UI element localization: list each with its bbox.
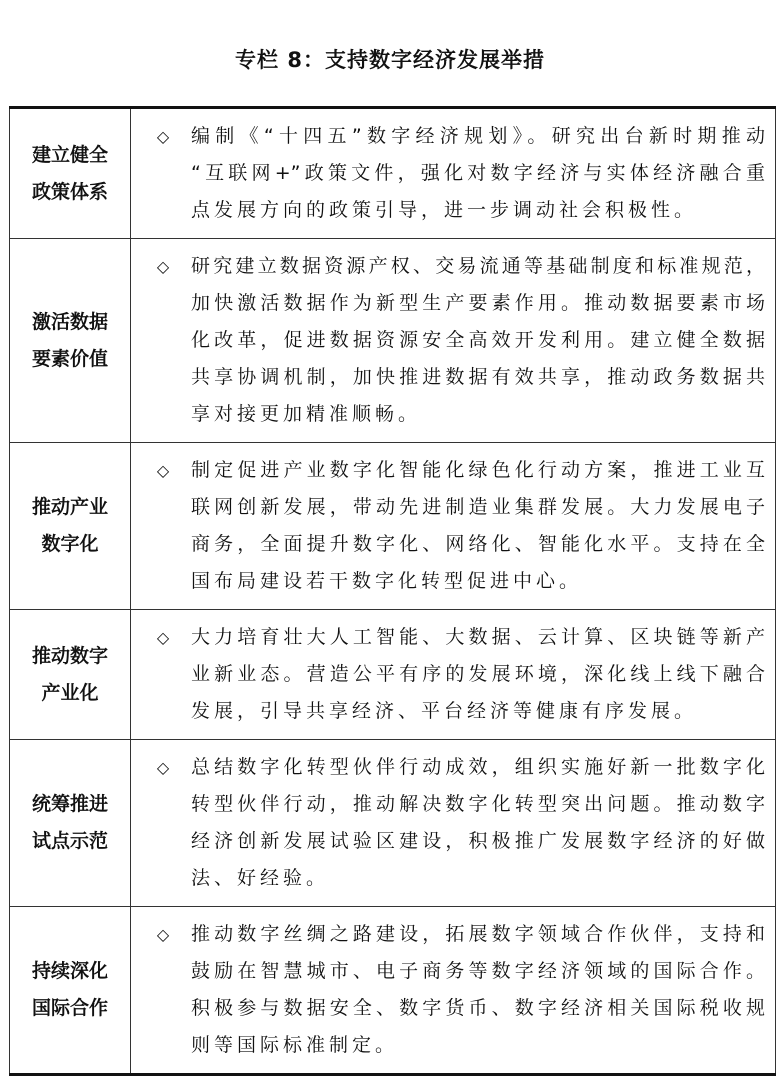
content-line: 点发展方向的政策引导，进一步调动社会积极性。 [191,199,698,221]
row-label [10,239,131,443]
row-content [131,443,776,610]
content-line: 推动数字丝绸之路建设，拓展数字领域合作伙伴，支持和 [191,923,765,945]
content-line: 积极参与数据安全、数字货币、数字经济相关国际税收规 [191,997,765,1019]
row-label-line: 要素价值 [31,347,108,370]
arrow-bullet-icon: ◇ [156,758,170,777]
table-row [10,610,776,740]
content-line: 制定促进产业数字化智能化绿色化行动方案，推进工业互 [191,459,765,481]
content-line: 研究建立数据资源产权、交易流通等基础制度和标准规范， [191,255,765,277]
row-content [131,108,776,239]
row-label-line: 持续深化 [31,960,108,982]
row-content [131,610,776,740]
row-label [10,740,131,907]
content-line: 联网创新发展，带动先进制造业集群发展。大力发展电子 [191,496,765,518]
row-label [10,907,131,1075]
table-row [10,108,776,239]
content-line: 享对接更加精准顺畅。 [191,403,422,425]
row-label-line: 统筹推进 [31,793,108,815]
content-line: 鼓励在智慧城市、电子商务等数字经济领域的国际合作。 [191,960,765,982]
row-label [10,443,131,610]
row-label [10,108,131,239]
content-line: 法、好经验。 [191,867,330,889]
row-label-line: 数字化 [41,533,99,555]
row-label-line: 国际合作 [31,997,108,1019]
arrow-bullet-icon: ◇ [156,461,170,480]
row-label-line: 政策体系 [31,180,108,203]
content-line: 业新业态。营造公平有序的发展环境，深化线上线下融合 [191,663,765,685]
content-line: 加快激活数据作为新型生产要素作用。推动数据要素市场 [191,292,765,314]
row-content [131,239,776,443]
content-line: 商务，全面提升数字化、网络化、智能化水平。支持在全 [191,533,765,555]
measures-table [9,106,776,1076]
arrow-bullet-icon: ◇ [156,257,170,276]
box-title: 专栏 8：支持数字经济发展举措 [235,48,545,72]
row-label-line: 建立健全 [31,143,108,166]
content-line: 则等国际标准制定。 [191,1034,399,1056]
row-label-line: 推动产业 [31,496,108,518]
row-label-line: 产业化 [41,681,99,704]
table-row [10,239,776,443]
table-row [10,907,776,1075]
content-line: 经济创新发展试验区建设，积极推广发展数字经济的好做 [191,830,765,852]
content-line: 国布局建设若干数字化转型促进中心。 [191,570,583,592]
row-content [131,740,776,907]
content-line: 转型伙伴行动，推动解决数字化转型突出问题。推动数字 [191,793,765,815]
row-label-line: 激活数据 [31,310,108,333]
arrow-bullet-icon: ◇ [156,925,170,944]
row-label-line: 推动数字 [31,644,108,667]
arrow-bullet-icon: ◇ [156,628,170,647]
content-line: 编制《“十四五”数字经济规划》。研究出台新时期推动 [191,125,765,147]
content-line: 总结数字化转型伙伴行动成效，组织实施好新一批数字化 [191,756,765,778]
content-line: 大力培育壮大人工智能、大数据、云计算、区块链等新产 [191,626,765,648]
row-label-line: 试点示范 [31,830,108,852]
arrow-bullet-icon: ◇ [156,127,170,146]
row-label [10,610,131,740]
content-line: 发展，引导共享经济、平台经济等健康有序发展。 [191,700,698,722]
table-row [10,740,776,907]
content-line: “互联网+”政策文件，强化对数字经济与实体经济融合重 [191,162,765,184]
content-line: 化改革，促进数据资源安全高效开发利用。建立健全数据 [191,329,765,351]
row-content [131,907,776,1075]
content-line: 共享协调机制，加快推进数据有效共享，推动政务数据共 [191,366,765,388]
table-row [10,443,776,610]
